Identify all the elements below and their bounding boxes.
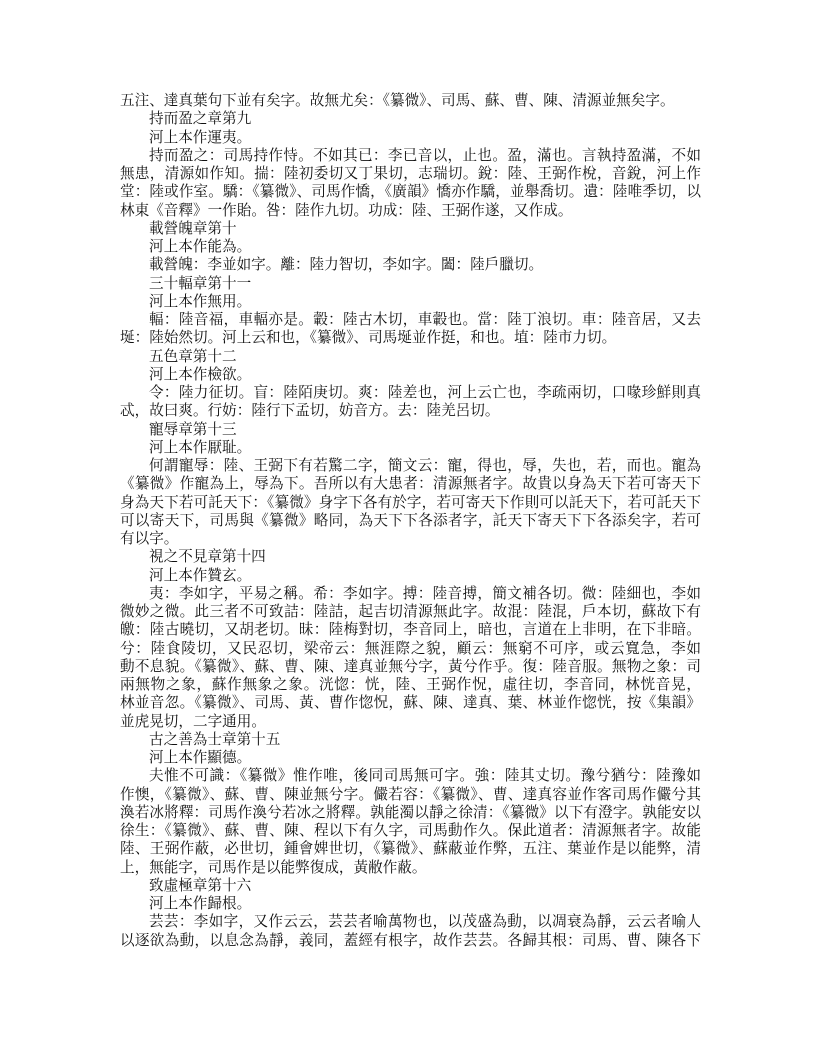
variant-note [120, 439, 701, 457]
variant-note [120, 293, 701, 311]
text-line: 芸芸：李如字，又作云云，芸芸者喻萬物也，以茂盛為動，以凋衰為靜，云云者喻人 [149, 913, 701, 931]
text-line: 忒，故曰爽。行妨：陸行下孟切，妨音方。去：陸羌呂切。 [120, 402, 500, 420]
chapter-heading [120, 348, 701, 366]
commentary-paragraph [120, 311, 701, 348]
text-line: 夷：李如字，平易之稱。希：李如字。搏：陸音搏，簡文補各切。微：陸細也，李如 [149, 584, 701, 602]
text-line: 兩無物之象，蘇作無象之象。洸惚：恍，陸、王弼作怳，虛往切，李音同，林恍音晃， [120, 676, 701, 693]
text-line: 三十輻章第十一 [149, 274, 252, 292]
text-line: 動不息貌。《纂微》、蘇、曹、陳、達真並無兮字，黃兮作乎。復：陸音服。無物之象：司 [120, 657, 701, 675]
text-line: 林東《音釋》一作貽。咎：陸作九切。功成：陸、王弼作遂，又作成。 [120, 201, 573, 219]
text-line: 微妙之微。此三者不可致詰：陸詰，起吉切清源無此字。故混：陸混，戶本切，蘇故下有 [120, 603, 701, 620]
chapter-heading [120, 220, 701, 238]
text-line: 可以寄天下，司馬與《纂微》略同，為天下下各添者字，託天下寄天下下各添矣字，若可 [120, 511, 701, 529]
text-line: 五色章第十二 [149, 347, 237, 365]
text-line: 有以字。 [120, 530, 179, 547]
commentary-paragraph [120, 92, 701, 110]
text-line: 身為天下若可託天下：《纂微》身字下各有於字，若可寄天下作則可以託天下，若可託天下 [120, 493, 701, 511]
commentary-paragraph [120, 384, 701, 421]
text-line: 視之不見章第十四 [149, 548, 266, 566]
variant-note [120, 238, 701, 256]
commentary-paragraph [120, 457, 701, 548]
commentary-paragraph [120, 585, 701, 731]
text-line: 渙若冰將釋：司馬作渙兮若冰之將釋。孰能濁以靜之徐清：《纂微》以下有澄字。孰能安以 [120, 803, 701, 821]
variant-note [120, 366, 701, 384]
text-line: 夫惟不可識：《纂微》惟作唯，後同司馬無可字。強：陸其丈切。豫兮猶兮：陸豫如 [149, 767, 701, 785]
variant-note [120, 749, 701, 767]
text-line: 載營魄：李並如字。離：陸力智切，李如字。闔：陸戶臘切。 [149, 256, 544, 274]
text-line: 上，無能字，司馬作是以能弊復成，黃敝作蔽。 [120, 858, 427, 876]
text-line: 五注、達真葉句下並有矣字。故無尤矣：《纂微》、司馬、蘇、曹、陳、清源並無矣字。 [120, 92, 675, 109]
text-line: 河上本作檢欲。 [149, 365, 252, 383]
variant-note [120, 895, 701, 913]
text-line: 兮：陸食陵切，又民忍切，梁帝云：無涯際之貌，顧云：無窮不可序，或云寬急，李如 [120, 639, 701, 657]
text-line: 輻：陸音福，車輻亦是。轂：陸古木切，車轂也。當：陸丁浪切。車：陸音居，又去 [149, 311, 701, 328]
chapter-heading [120, 731, 701, 749]
text-line: 載營魄章第十 [149, 219, 237, 237]
text-line: 埏：陸始然切。河上云和也，《纂微》、司馬埏並作挺，和也。埴：陸市力切。 [120, 329, 617, 347]
text-line: 河上本作無用。 [149, 292, 252, 310]
text-line: 古之善為士章第十五 [149, 730, 281, 748]
text-line: 皦：陸古曉切，又胡老切。昧：陸梅對切，李音同上，暗也，言道在上非明，在下非暗。 [120, 621, 701, 639]
commentary-paragraph [120, 767, 701, 877]
chapter-heading [120, 110, 701, 128]
commentary-paragraph [120, 913, 701, 950]
chapter-heading [120, 548, 701, 566]
text-line: 作懊，《纂微》、蘇、曹、陳並無兮字。儼若容：《纂微》、曹、達真容並作客司馬作儼兮其 [120, 785, 701, 803]
text-line: 河上本作贊玄。 [149, 566, 252, 584]
document-page [120, 92, 701, 950]
text-line: 持而盈之章第九 [149, 110, 252, 128]
variant-note [120, 567, 701, 585]
commentary-paragraph [120, 147, 701, 220]
text-line: 以逐欲為動，以息念為靜，義同，蓋經有根字，故作芸芸。各歸其根：司馬、曹、陳各下 [120, 931, 701, 949]
text-line: 何謂寵辱：陸、王弼下有若驚二字，簡文云：寵，得也，辱，失也，若，而也。寵為 [149, 457, 701, 474]
text-line: 致虛極章第十六 [149, 876, 252, 894]
text-line: 無患，清源如作知。揣：陸初委切又丁果切，志瑞切。銳：陸、王弼作梲，音銳，河上作 [120, 165, 701, 182]
commentary-paragraph [120, 256, 701, 274]
text-line: 徐生：《纂微》、蘇、曹、陳、程以下有久字，司馬動作久。保此道者：清源無者字。故能 [120, 822, 701, 839]
text-line: 寵辱章第十三 [149, 420, 237, 438]
text-line: 河上本作歸根。 [149, 895, 252, 912]
chapter-heading [120, 877, 701, 895]
text-line: 持而盈之：司馬持作恃。不如其已：李已音以，止也。盈，滿也。言執持盈滿，不如 [149, 146, 701, 164]
text-line: 林並音忽。《纂微》、司馬、黃、曹作惚怳，蘇、陳、達真、葉、林並作惚恍，按《集韻》 [120, 694, 701, 712]
text-line: 河上本作能為。 [149, 238, 252, 255]
text-line: 河上本作厭耻。 [149, 438, 252, 456]
text-line: 河上本作運夷。 [149, 128, 252, 146]
text-line: 《纂微》作寵為上，辱為下。吾所以有大患者：清源無者字。故貴以身為天下若可寄天下 [120, 475, 701, 493]
chapter-heading [120, 275, 701, 293]
chapter-heading [120, 421, 701, 439]
text-line: 並虎晃切，二字通用。 [120, 712, 266, 730]
text-line: 河上本作顯德。 [149, 749, 252, 766]
variant-note [120, 129, 701, 147]
text-line: 陸、王弼作蔽，必世切，鍾會婢世切，《纂微》、蘇蔽並作弊，五注、葉並作是以能弊，清 [120, 840, 701, 858]
text-line: 堂：陸或作室。驕：《纂微》、司馬作憍，《廣韻》憍亦作驕，並舉喬切。遺：陸唯季切，以 [120, 183, 701, 201]
text-line: 令：陸力征切。盲：陸陌庚切。爽：陸差也，河上云亡也，李疏兩切，口喙珍鮮則真 [149, 384, 701, 401]
